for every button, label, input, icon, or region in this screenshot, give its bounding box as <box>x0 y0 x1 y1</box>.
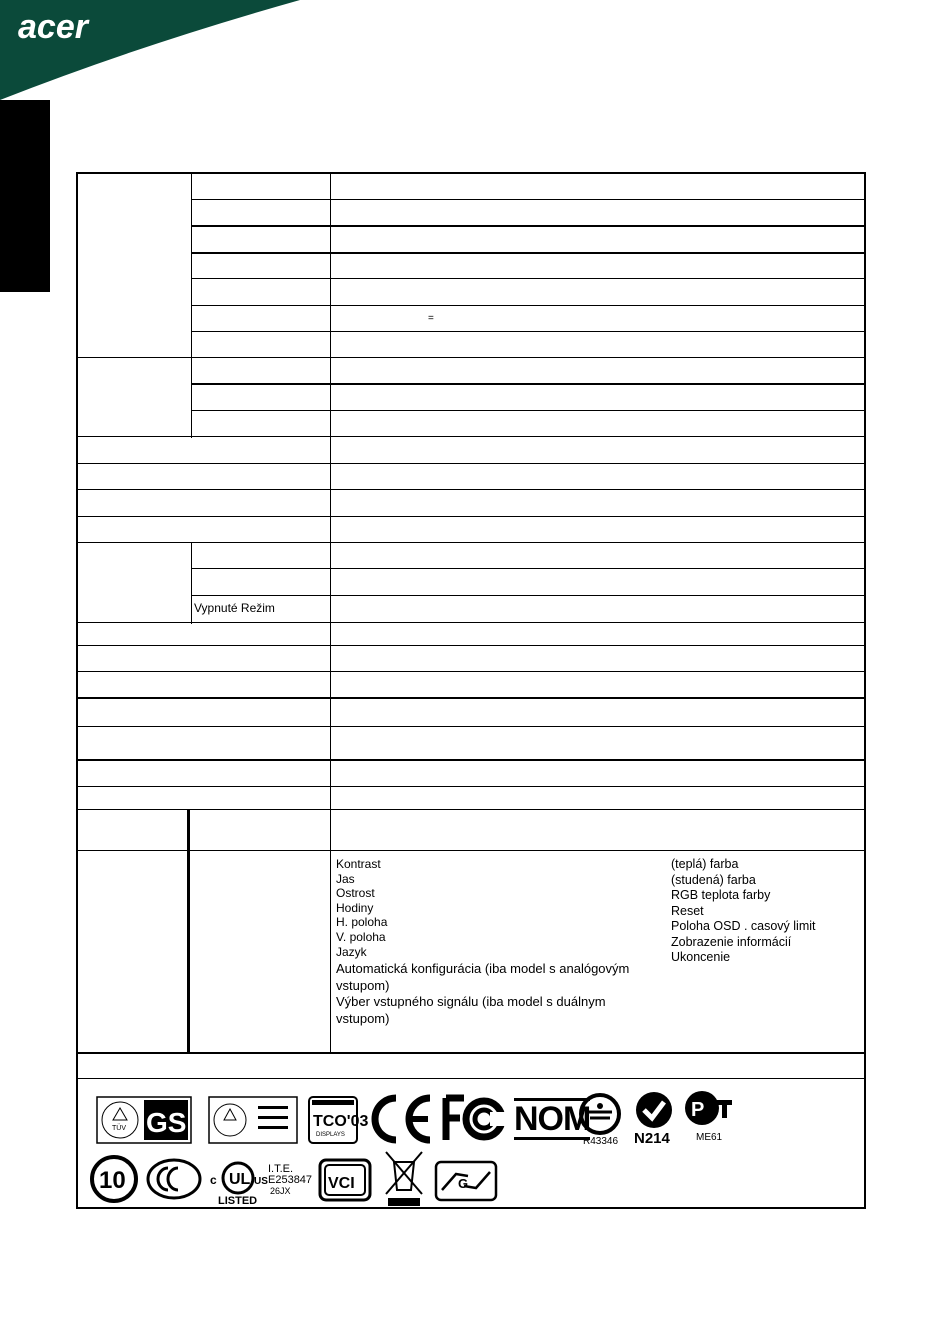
osd-auto-config: Automatická konfigurácia (iba model s analógovým vstupom) <box>336 961 630 993</box>
vcci-logo <box>318 1158 372 1202</box>
equals-sign: = <box>428 313 434 324</box>
osd-item: Hodiny <box>336 900 374 915</box>
osd-item: Jas <box>336 871 355 886</box>
nom-logo: NOM <box>514 1100 591 1138</box>
ccc-code: R43346 <box>583 1136 619 1147</box>
c-tick-icon <box>634 1090 674 1130</box>
osd-item: Reset <box>671 903 704 918</box>
svg-text:TCO'03: TCO'03 <box>313 1113 369 1130</box>
gost-hands-icon <box>434 1160 498 1202</box>
ccc-china-icon <box>578 1092 622 1136</box>
svg-text:TÜV: TÜV <box>112 1125 126 1132</box>
osd-right-list <box>671 857 816 966</box>
osd-item: Jazyk <box>336 944 367 959</box>
svg-text:G: G <box>458 1176 469 1191</box>
osd-item: (studená) farba <box>671 872 756 887</box>
spec-table <box>76 172 866 1209</box>
osd-item: (teplá) farba <box>671 857 739 871</box>
osd-left-list <box>336 857 387 959</box>
svg-text:c: c <box>210 1173 217 1187</box>
osd-item: RGB teplota farby <box>671 888 771 902</box>
ce-mark-icon <box>368 1092 434 1146</box>
svg-text:US: US <box>254 1176 268 1187</box>
acer-logo: acer <box>18 8 88 46</box>
osd-item: Kontrast <box>336 857 381 871</box>
osd-item: H. poloha <box>336 915 388 930</box>
osd-item: Poloha OSD . casový limit <box>671 919 816 933</box>
osd-item: V. poloha <box>336 929 386 944</box>
header-banner <box>0 0 943 110</box>
osd-item: Ostrost <box>336 886 375 901</box>
weee-bin-icon <box>384 1150 424 1208</box>
ccc-logo <box>146 1158 202 1200</box>
tco03-logo <box>308 1096 369 1144</box>
c-tick-code: N214 <box>634 1130 670 1147</box>
rohs-10-icon <box>88 1154 140 1204</box>
svg-text:DISPLAYS: DISPLAYS <box>316 1132 345 1138</box>
ul-listed-logo <box>208 1158 268 1206</box>
osd-input-select: Výber vstupného signálu (iba model s duálnym vstupom) <box>336 994 606 1026</box>
svg-text:LISTED: LISTED <box>218 1195 258 1207</box>
svg-text:VCI: VCI <box>328 1175 355 1192</box>
tuv-ergonomics-logo <box>208 1096 298 1144</box>
osd-item: Ukoncenie <box>671 950 731 964</box>
pct-code: ME61 <box>696 1132 723 1143</box>
language-side-tab <box>0 100 50 292</box>
osd-item: Zobrazenie informácií <box>671 934 792 949</box>
pct-logo <box>684 1088 734 1128</box>
svg-text:10: 10 <box>99 1167 126 1194</box>
svg-text:P: P <box>691 1099 705 1121</box>
ul-info: I.T.E. E253847 26JX <box>268 1163 313 1196</box>
svg-text:UL: UL <box>229 1171 251 1188</box>
off-mode-label: Vypnuté Režim <box>194 601 275 615</box>
tuv-gs-logo <box>96 1096 192 1144</box>
fcc-logo <box>442 1092 506 1146</box>
svg-text:GS: GS <box>146 1107 187 1138</box>
